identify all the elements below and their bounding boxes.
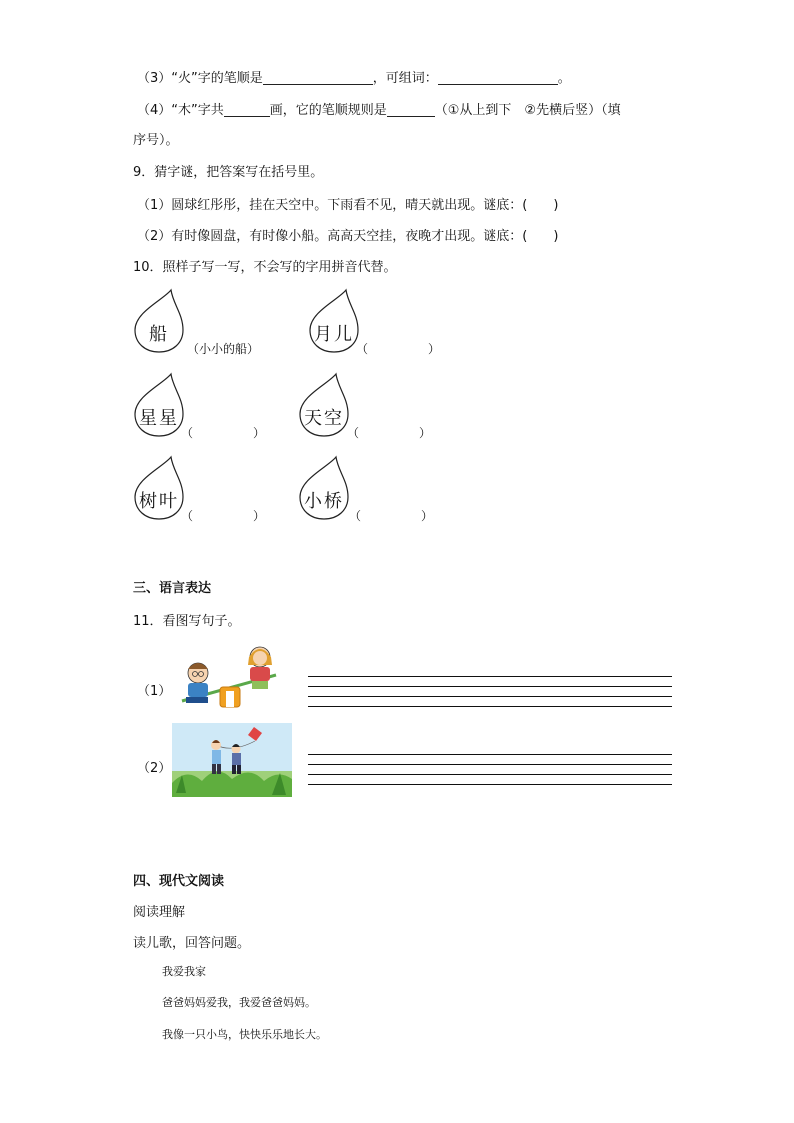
drop-answer-5[interactable]: （ ） bbox=[181, 509, 266, 523]
q8-item3-text-a: “火”字的笔顺是 bbox=[171, 71, 263, 86]
reading-subtitle: 阅读理解 bbox=[133, 905, 186, 920]
q11-item1-line-1[interactable] bbox=[308, 676, 672, 677]
drop-word-1: 船 bbox=[149, 324, 169, 345]
reading-instruction: 读儿歌，回答问题。 bbox=[133, 936, 251, 951]
q8-item4-blank-2[interactable] bbox=[387, 102, 435, 117]
drop-answer-1: （小小的船） bbox=[187, 342, 260, 356]
drop-card-6 bbox=[298, 455, 350, 521]
q8-item3-num: （3） bbox=[137, 71, 172, 86]
poem-line-1: 爸爸妈妈爱我，我爱爸爸妈妈。 bbox=[162, 996, 316, 1009]
drop-word-2: 月儿 bbox=[314, 324, 354, 345]
poem-line-2: 我像一只小鸟，快快乐乐地长大。 bbox=[162, 1028, 327, 1041]
q11-item1-line-2[interactable] bbox=[308, 686, 672, 687]
drop-answer-3[interactable]: （ ） bbox=[181, 426, 266, 440]
q9-item1: （1）圆球红彤彤，挂在天空中。下雨看不见，晴天就出现。谜底：( ) bbox=[137, 198, 559, 213]
drop-card-3 bbox=[133, 372, 185, 438]
drop-word-6: 小桥 bbox=[304, 491, 344, 512]
drop-card-4 bbox=[298, 372, 350, 438]
q9-item2: （2）有时像圆盘，有时像小船。高高天空挂，夜晚才出现。谜底：( ) bbox=[137, 229, 559, 244]
drop-word-3: 星星 bbox=[139, 408, 179, 429]
q9-title: 9．猜字谜，把答案写在括号里。 bbox=[133, 165, 324, 180]
q8-item4-text-a: “木”字共 bbox=[171, 103, 224, 118]
drop-answer-2[interactable]: （ ） bbox=[356, 342, 441, 356]
drop-answer-6[interactable]: （ ） bbox=[349, 509, 434, 523]
q11-title: 11．看图写句子。 bbox=[133, 614, 241, 629]
q8-item3-text-b: ，可组词： bbox=[372, 71, 438, 86]
drop-word-4: 天空 bbox=[304, 408, 344, 429]
q8-item4-text-b: 画，它的笔顺规则是 bbox=[269, 103, 387, 118]
drop-card-5 bbox=[133, 455, 185, 521]
q8-item3-blank-1[interactable] bbox=[263, 70, 373, 85]
q8-item4-num: （4） bbox=[137, 103, 172, 118]
q11-item1-line-4[interactable] bbox=[308, 706, 672, 707]
section-4-heading: 四、现代文阅读 bbox=[133, 874, 225, 889]
q11-item2-label: （2） bbox=[137, 761, 172, 776]
q8-item4-blank-1[interactable] bbox=[224, 102, 270, 117]
q11-item2-line-1[interactable] bbox=[308, 754, 672, 755]
q10-title: 10．照样子写一写，不会写的字用拼音代替。 bbox=[133, 260, 397, 275]
q8-item4 bbox=[137, 99, 621, 118]
q8-item3-blank-2[interactable] bbox=[438, 70, 558, 85]
seesaw-kids-illustration bbox=[176, 643, 284, 713]
poem-title: 我爱我家 bbox=[162, 965, 206, 978]
drop-card-1 bbox=[133, 288, 185, 354]
kite-flying-illustration bbox=[172, 723, 292, 797]
q11-item1-label: （1） bbox=[137, 684, 172, 699]
q8-item3-end: 。 bbox=[557, 71, 571, 86]
q11-item2-line-3[interactable] bbox=[308, 774, 672, 775]
q11-item1-line-3[interactable] bbox=[308, 696, 672, 697]
q8-item4-cont: 序号）。 bbox=[133, 133, 179, 148]
q8-item3 bbox=[137, 67, 571, 86]
q11-item2-line-2[interactable] bbox=[308, 764, 672, 765]
q8-item4-text-c: （①从上到下 ②先横后竖）（填 bbox=[434, 103, 621, 118]
drop-word-5: 树叶 bbox=[139, 491, 179, 512]
drop-card-2 bbox=[308, 288, 360, 354]
q11-item2-line-4[interactable] bbox=[308, 784, 672, 785]
drop-answer-4[interactable]: （ ） bbox=[347, 426, 432, 440]
section-3-heading: 三、语言表达 bbox=[133, 581, 212, 596]
